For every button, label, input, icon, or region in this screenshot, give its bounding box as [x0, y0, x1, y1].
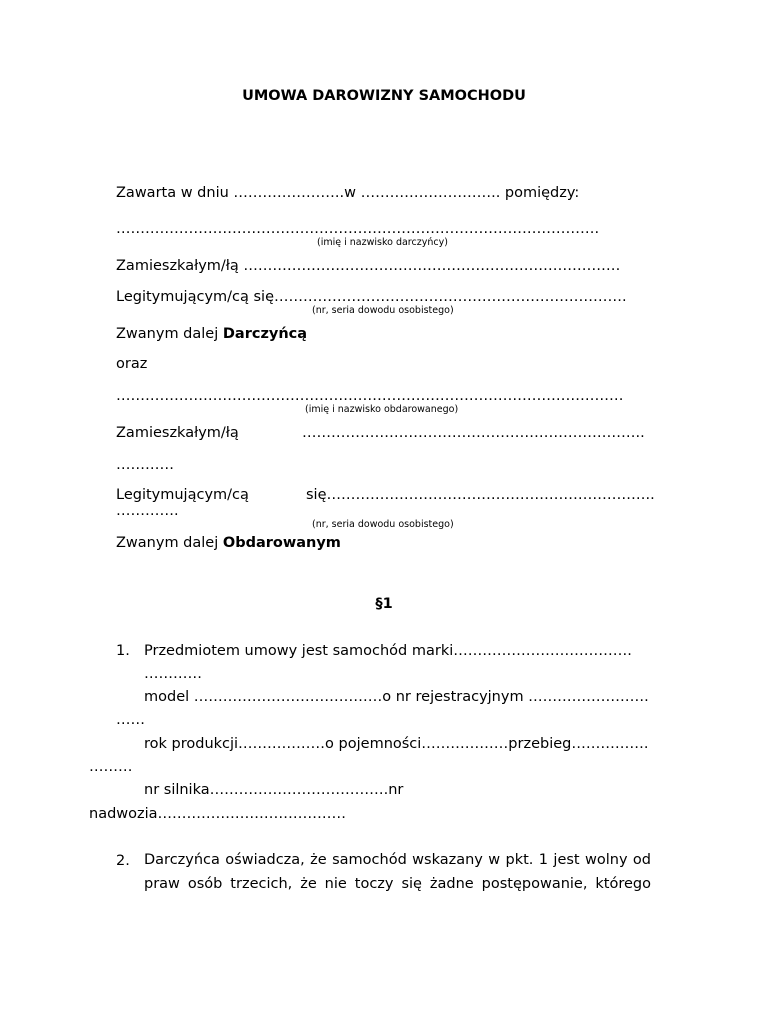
item1-year-capacity-mileage-cont: ……… [89, 759, 133, 775]
item1-number: 1. [116, 643, 130, 659]
recipient-id-label: Legitymującym/cą [116, 487, 249, 503]
recipient-residence-label: Zamieszkałym/łą [116, 425, 239, 441]
and-label: oraz [116, 356, 148, 372]
recipient-id-cont: …………. [116, 503, 179, 519]
item1-body-number: nadwozia………………………………… [89, 806, 347, 822]
item1-car-make: Przedmiotem umowy jest samochód marki………………………………. [144, 643, 632, 659]
donor-name-caption: (imię i nazwisko darczyńcy) [317, 237, 448, 248]
item1-year-capacity-mileage: rok produkcji………………o pojemności………………przebieg……………. [144, 736, 649, 752]
item2-line1: Darczyńca oświadcza, że samochód wskazany w pkt. 1 jest wolny od [144, 852, 651, 868]
donor-id-caption: (nr, seria dowodu osobistego) [312, 305, 454, 316]
recipient-id-field: się………………………………………………………….. [306, 487, 655, 503]
item1-model-registration: model …………………………………o nr rejestracyjnym ……………………. [144, 689, 649, 705]
item2-number: 2. [116, 853, 130, 869]
contract-date-place-line: Zawarta w dniu …………………..w ……………………….. pomiędzy: [116, 185, 580, 201]
recipient-name-caption: (imię i nazwisko obdarowanego) [305, 404, 459, 415]
donor-name-field: ………………………………………………………………………………………. [116, 221, 600, 237]
recipient-residence-field: …………………………………………………………….. [302, 425, 645, 441]
donor-id-field: Legitymującym/cą się………………………………………………………………. [116, 289, 627, 305]
recipient-residence-cont: ………… [116, 457, 174, 473]
recipient-called-line [116, 534, 341, 552]
recipient-name-field: …………………………………………………………………………………………… [116, 388, 624, 404]
recipient-called-prefix: Zwanym dalej [116, 535, 223, 551]
donor-called-line [116, 325, 307, 343]
section-heading: §1 [375, 596, 393, 612]
item1-model-registration-cont: …… [116, 712, 145, 728]
item1-engine-number: nr silnika……………………………….nr [144, 782, 404, 798]
donor-residence-field: Zamieszkałym/łą …………………………………………………………………… [116, 258, 621, 274]
recipient-id-caption: (nr, seria dowodu osobistego) [312, 519, 454, 530]
donor-called-term: Darczyńcą [222, 326, 308, 342]
document-title: UMOWA DAROWIZNY SAMOCHODU [242, 88, 526, 104]
item1-car-make-cont: ………… [144, 666, 202, 682]
donor-called-prefix: Zwanym dalej [116, 326, 223, 342]
item2-line2: praw osób trzecich, że nie toczy się żadne postępowanie, którego [144, 876, 651, 892]
recipient-called-term: Obdarowanym [222, 535, 341, 551]
